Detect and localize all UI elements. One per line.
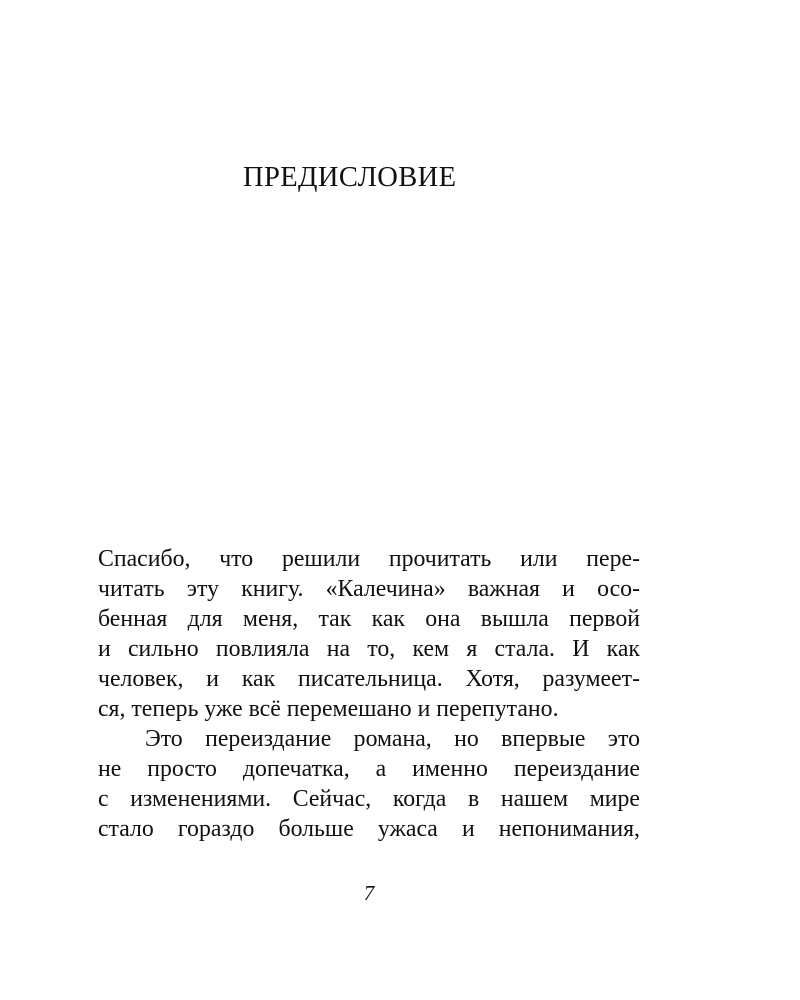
body-text [98,544,640,844]
text-line: человек, и как писательница. Хотя, разумеет- [98,666,640,692]
text-line: стало гораздо больше ужаса и непонимания, [98,816,640,842]
text-line: Спасибо, что решили прочитать или пере- [98,546,640,572]
chapter-title: ПРЕДИСЛОВИЕ [243,162,457,193]
text-line: и сильно повлияла на то, кем я стала. И как [98,636,640,662]
text-line: Это переиздание романа, но впервые это [145,726,640,752]
text-line: читать эту книгу. «Калечина» важная и осо- [98,576,640,602]
page-number: 7 [363,881,375,905]
text-line: бенная для меня, так как она вышла первой [98,606,640,632]
text-line: с изменениями. Сейчас, когда в нашем мире [98,786,640,812]
text-line: не просто допечатка, а именно переиздание [98,756,640,782]
text-line: ся, теперь уже всё перемешано и перепутано. [98,696,559,722]
